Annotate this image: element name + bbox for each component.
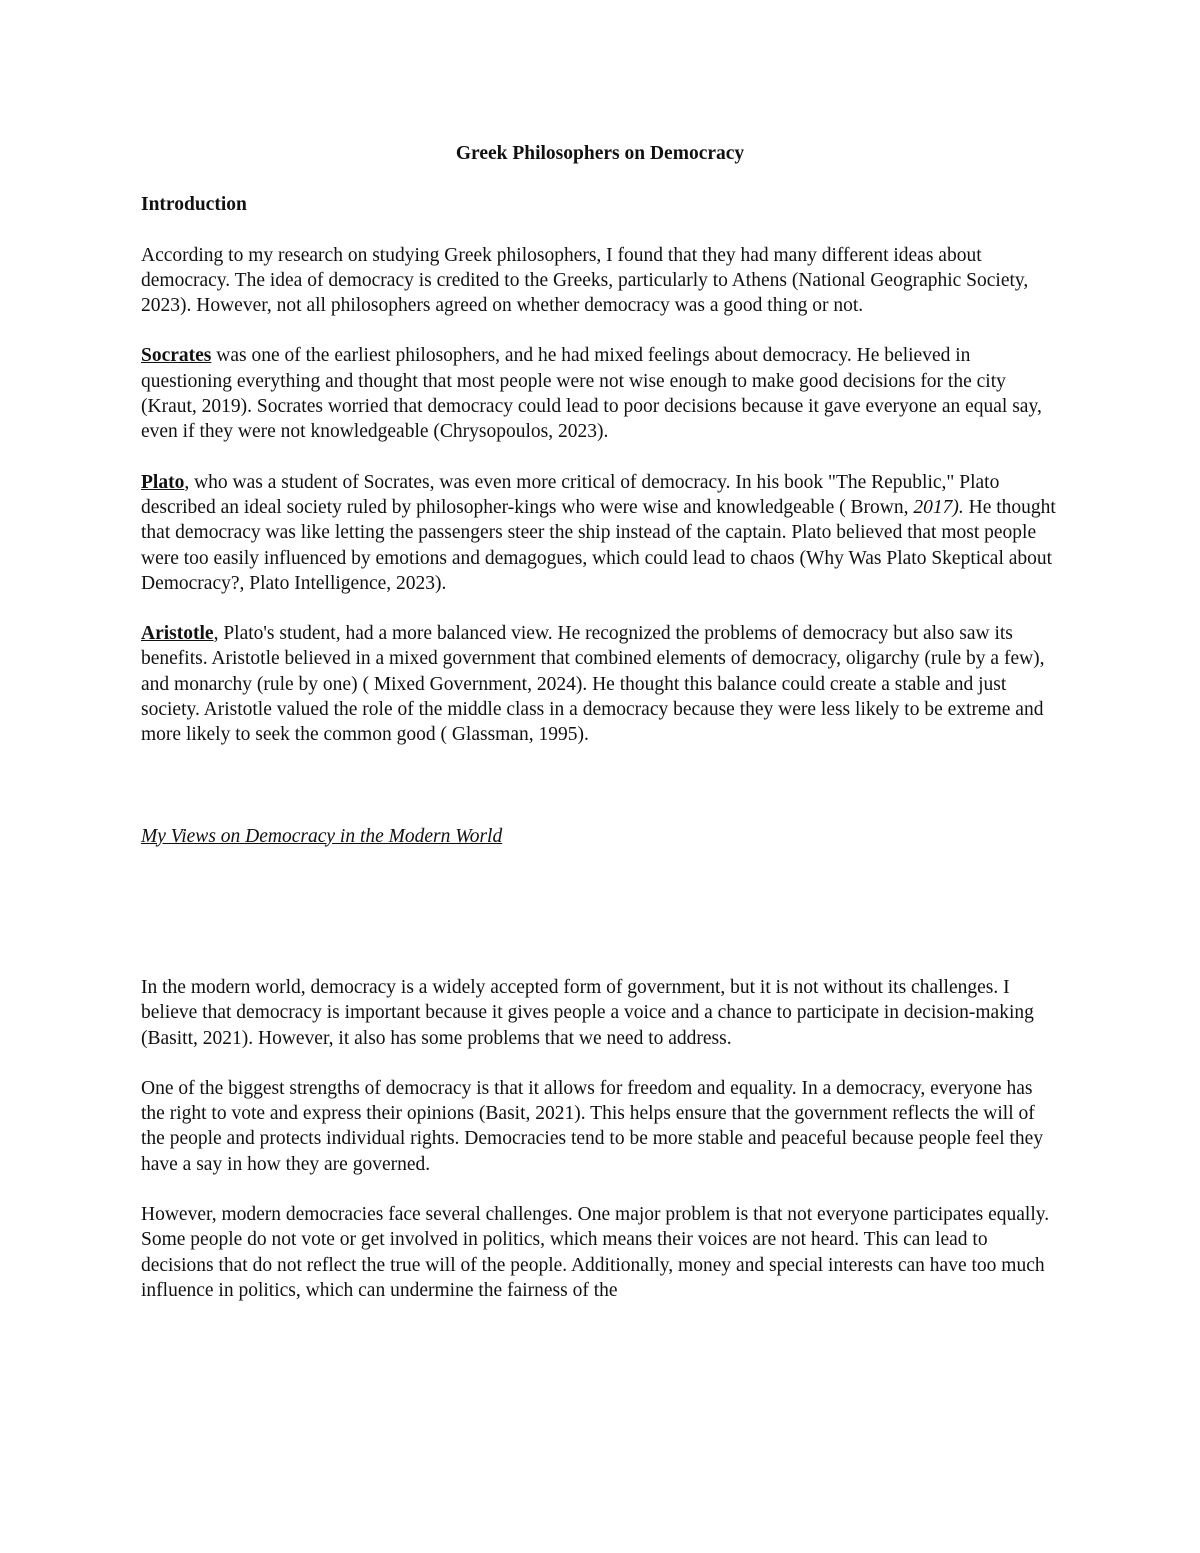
socrates-paragraph	[141, 343, 1061, 444]
document-title: Greek Philosophers on Democracy	[455, 143, 745, 164]
modern-paragraph-3: However, modern democracies face several challenges. One major problem is that not everyone participates equally. Some people do not vote or get involved in politics, which means their voices are not heard. This can lead to decisions that do not reflect the true will of the people. Additionally, money and special interests can have too much influence in politics, which can undermine the fairness of the	[141, 1204, 1050, 1301]
blank-space	[141, 748, 1061, 824]
plato-citation-year: 2017).	[913, 496, 964, 518]
aristotle-paragraph	[141, 621, 1061, 747]
blank-space	[141, 849, 1061, 975]
modern-paragraph-2: One of the biggest strengths of democracy is that it allows for freedom and equality. In a democracy, everyone has the right to vote and express their opinions (Basit, 2021). This helps ensure that the government reflects the will of the people and protects individual rights. Democracies tend to be more stable and peaceful because people feel they have a say in how they are governed.	[141, 1077, 1044, 1175]
document-body	[141, 141, 1061, 1303]
plato-name: Plato	[141, 471, 185, 493]
plato-text-after: He thought that democracy was like letting the passengers steer the ship instead of the captain. Plato believed that most people were too easily influenced by emotions and demagogues, which could lead to chaos (Why Was Plato Skeptical about Democracy?, Plato Intelligence, 2023).	[141, 496, 1056, 594]
section-title: My Views on Democracy in the Modern World	[141, 825, 503, 847]
socrates-text: was one of the earliest philosophers, and he had mixed feelings about democracy. He believed in questioning everything and thought that most people were not wise enough to make good decisions for the city (Kraut, 2019). Socrates worried that democracy could lead to poor decisions because it gave everyone an equal say, even if they were not knowledgeable (Chrysopoulos, 2023).	[141, 345, 1042, 443]
socrates-name: Socrates	[141, 345, 212, 367]
aristotle-text: , Plato's student, had a more balanced view. He recognized the problems of democracy but also saw its benefits. Aristotle believed in a mixed government that combined elements of democracy, oligarchy (rule by a few), and monarchy (rule by one) ( Mixed Government, 2024). He thought this balance could create a stable and just society. Aristotle valued the role of the middle class in a democracy because they were less likely to be extreme and more likely to seek the common good ( Glassman, 1995).	[141, 623, 1045, 746]
plato-text-before: , who was a student of Socrates, was even more critical of democracy. In his book "The Republic," Plato described an ideal society ruled by philosopher-kings who were wise and knowledgeable ( Brown,	[141, 471, 1000, 518]
intro-heading: Introduction	[141, 194, 247, 216]
intro-paragraph: According to my research on studying Greek philosophers, I found that they had many different ideas about democracy. The idea of democracy is credited to the Greeks, particularly to Athens (National Geographic Society, 2023). However, not all philosophers agreed on whether democracy was a good thing or not.	[141, 244, 1029, 317]
aristotle-name: Aristotle	[141, 623, 214, 645]
modern-paragraph-1: In the modern world, democracy is a widely accepted form of government, but it is not without its challenges. I believe that democracy is important because it gives people a voice and a chance to participate in decision-making (Basitt, 2021). However, it also has some problems that we need to address.	[141, 976, 1034, 1049]
plato-paragraph	[141, 470, 1061, 596]
